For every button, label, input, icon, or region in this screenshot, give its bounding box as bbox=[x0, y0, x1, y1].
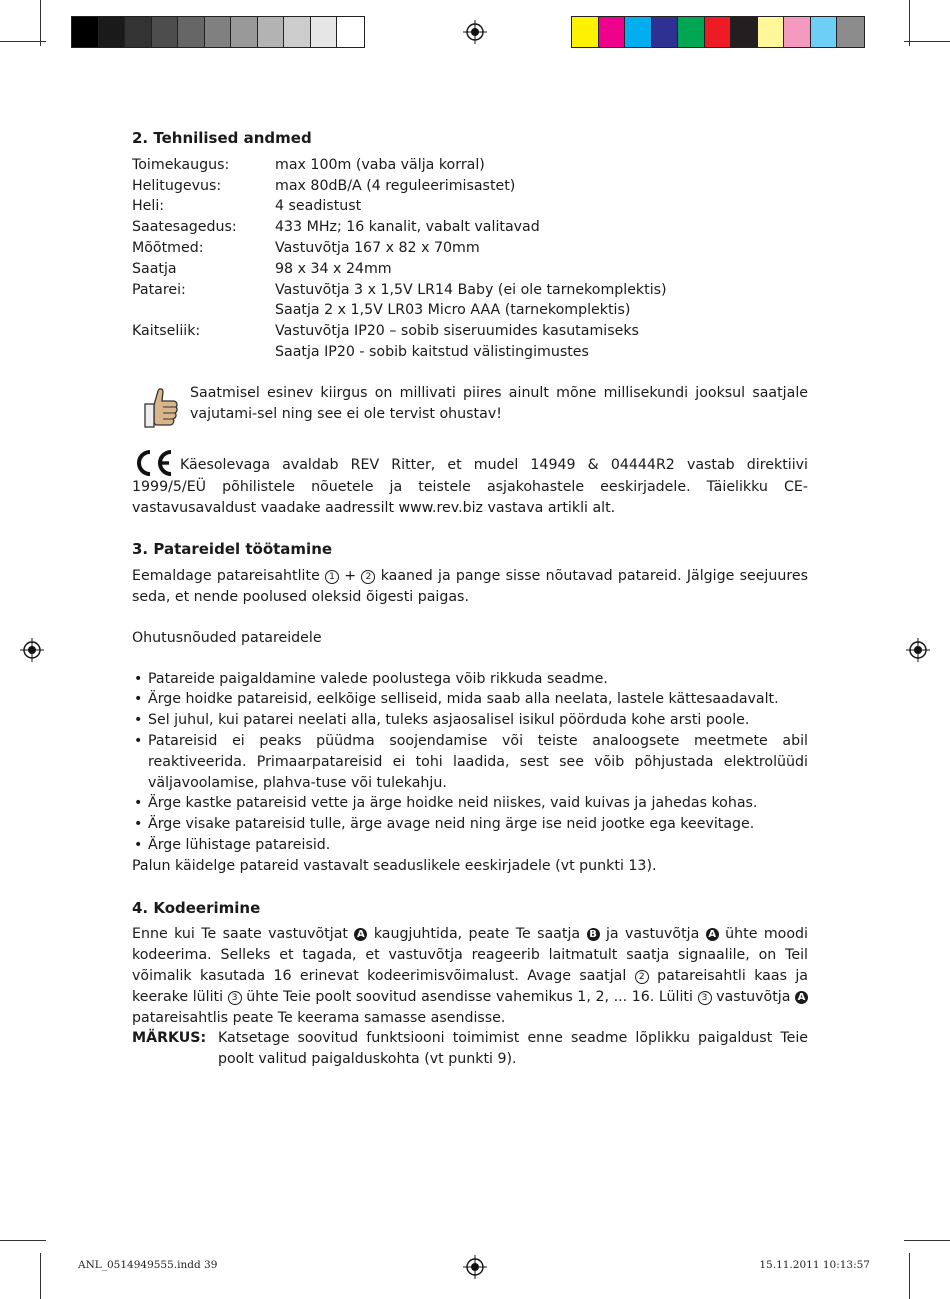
spec-value: Vastuvõtja 3 x 1,5V LR14 Baby (ei ole tarnekomplektis) bbox=[275, 281, 667, 298]
battery-safety-list bbox=[132, 669, 808, 856]
label-a-badge: A bbox=[795, 991, 808, 1004]
list-item: • Ärge lühistage patareisid. bbox=[132, 835, 808, 856]
registration-mark-icon bbox=[463, 1255, 487, 1279]
list-item: • Sel juhul, kui patarei neelati alla, tuleks asjaosalisel isikul pöörduda kohe arsti poole. bbox=[132, 710, 808, 731]
text-span: kaaned ja pange sisse nõutavad patareid. Jälgige seejuures seda, et nende poolused oleksid õigesti paigas. bbox=[132, 568, 808, 605]
spec-row bbox=[132, 217, 808, 238]
spec-key: Saatesagedus: bbox=[132, 219, 237, 236]
crop-mark bbox=[904, 1240, 950, 1241]
color-swatch bbox=[599, 17, 626, 47]
spec-row bbox=[132, 259, 808, 280]
color-swatch bbox=[811, 17, 838, 47]
note-label: MÄRKUS: bbox=[132, 1030, 207, 1047]
number-2-badge: 2 bbox=[635, 970, 649, 984]
color-swatch bbox=[152, 17, 179, 47]
spec-row bbox=[132, 321, 808, 342]
label-a-badge: A bbox=[706, 928, 719, 941]
text-span: kaugjuhtida, peate Te saatja bbox=[373, 926, 581, 943]
color-swatch bbox=[231, 17, 258, 47]
list-item: • Patareisid ei peaks püüdma soojendamise või teiste analoogsete meetmete abil reaktiveerida. Primaarpatareisid ei tohi laadida, sest see võib põhjustada elektrolüüdi väljavoolamise, plahva-tuse või tulekahju. bbox=[132, 731, 808, 793]
note-block bbox=[132, 1028, 808, 1070]
spec-value: Saatja 2 x 1,5V LR03 Micro AAA (tarnekomplektis) bbox=[275, 302, 631, 319]
spec-row bbox=[132, 155, 808, 176]
crop-mark bbox=[40, 1253, 41, 1299]
label-a-badge: A bbox=[354, 928, 367, 941]
spec-value: 433 MHz; 16 kanalit, vabalt valitavad bbox=[275, 219, 540, 236]
safety-note bbox=[132, 383, 808, 431]
registration-mark-icon bbox=[906, 638, 930, 662]
crop-mark bbox=[40, 0, 41, 46]
number-1-badge: 1 bbox=[325, 570, 339, 584]
spec-key: Mõõtmed: bbox=[132, 239, 204, 256]
crop-mark bbox=[0, 41, 46, 42]
safety-title: Ohutusnõuded patareidele bbox=[132, 629, 322, 646]
spec-key bbox=[132, 300, 275, 321]
spec-row bbox=[132, 280, 808, 301]
color-swatch bbox=[178, 17, 205, 47]
note-text: Katsetage soovitud funktsiooni toimimist enne seadme lõplikku paigaldust Teie poolt valitud paigalduskohta (vt punkti 9). bbox=[218, 1030, 808, 1068]
footer-timestamp: 15.11.2011 10:13:57 bbox=[759, 1259, 870, 1271]
color-swatch bbox=[625, 17, 652, 47]
spec-key bbox=[132, 342, 275, 363]
spec-row bbox=[132, 238, 808, 259]
section-4-heading: 4. Kodeerimine bbox=[132, 898, 261, 917]
spec-value: Vastuvõtja IP20 – sobib siseruumides kasutamiseks bbox=[275, 323, 639, 340]
section-3-heading: 3. Patareidel töötamine bbox=[132, 540, 333, 559]
number-3-badge: 3 bbox=[228, 991, 242, 1005]
text-span: ühte moodi kodeerima. Selleks et tagada, et vastuvõtja reageerib laitmatult saatja signaalile, on Teil võimalik kasutada 16 erinevat kodeerimisvõimalust. Avage saatjal bbox=[132, 926, 808, 984]
color-swatch bbox=[258, 17, 285, 47]
footer-file-info: ANL_0514949555.indd 39 bbox=[78, 1259, 218, 1271]
spec-row bbox=[132, 342, 808, 363]
spec-value: Saatja IP20 - sobib kaitstud välistingimustes bbox=[275, 343, 589, 360]
text-span: ühte Teie poolt soovitud asendisse vahemikus 1, 2, ... 16. Lüliti bbox=[246, 988, 693, 1005]
list-item: • Ärge hoidke patareisid, eelkõige selliseid, mida saab alla neelata, lastele kättesaadavalt. bbox=[132, 689, 808, 710]
crop-mark bbox=[909, 1253, 910, 1299]
color-swatch bbox=[705, 17, 732, 47]
ce-mark-icon bbox=[132, 449, 174, 477]
text-span: + bbox=[344, 568, 357, 585]
spec-value: Vastuvõtja 167 x 82 x 70mm bbox=[275, 239, 480, 256]
spec-row bbox=[132, 176, 808, 197]
page-content bbox=[132, 128, 808, 1070]
text-span: patareisahtli kaas ja keerake lüliti bbox=[132, 967, 809, 1005]
battery-install-paragraph bbox=[132, 566, 808, 608]
label-b-badge: B bbox=[587, 928, 600, 941]
color-swatch bbox=[652, 17, 679, 47]
color-swatch bbox=[837, 17, 864, 47]
crop-mark bbox=[0, 1240, 46, 1241]
text-span: vastuvõtja bbox=[716, 988, 791, 1005]
color-swatch bbox=[337, 17, 364, 47]
thumbs-up-icon bbox=[140, 385, 180, 431]
registration-mark-icon bbox=[20, 638, 44, 662]
crop-mark bbox=[904, 41, 950, 42]
ce-declaration-text: Käesolevaga avaldab REV Ritter, et mudel 14949 & 04444R2 vastab direktiivi 1999/5/EÜ põhilistele nõuetele ja teistele asjakohastele eeskirjadele. Täielikku CE-vastavusavaldust vaadake aadressilt www.rev.biz vastava artikli alt. bbox=[132, 456, 808, 516]
spec-key: Kaitseliik: bbox=[132, 323, 201, 340]
spec-value: max 100m (vaba välja korral) bbox=[275, 156, 485, 173]
list-item: • Ärge visake patareisid tulle, ärge avage neid ning ärge ise neid jootke ega keevitage. bbox=[132, 814, 808, 835]
color-swatch bbox=[284, 17, 311, 47]
safety-note-text: Saatmisel esinev kiirgus on millivati piires ainult mõne millisekundi jooksul saatjale vajutami-sel ning see ei ole tervist ohustav! bbox=[190, 384, 808, 422]
color-swatch bbox=[731, 17, 758, 47]
spec-value: max 80dB/A (4 reguleerimisastet) bbox=[275, 177, 516, 194]
text-span: ja vastuvõtja bbox=[605, 926, 700, 943]
color-swatch bbox=[311, 17, 338, 47]
color-calibration-bar bbox=[571, 16, 865, 48]
spec-key: Saatja bbox=[132, 260, 177, 277]
text-span: patareisahtlis peate Te keerama samasse asendisse. bbox=[132, 1009, 506, 1026]
coding-paragraph bbox=[132, 924, 808, 1028]
text-span: Enne kui Te saate vastuvõtjat bbox=[132, 926, 348, 943]
spec-row bbox=[132, 196, 808, 217]
color-swatch bbox=[72, 17, 99, 47]
color-swatch bbox=[784, 17, 811, 47]
specs-table bbox=[132, 155, 808, 363]
spec-key: Heli: bbox=[132, 198, 165, 215]
crop-mark bbox=[909, 0, 910, 46]
list-item: • Patareide paigaldamine valede poolustega võib rikkuda seadme. bbox=[132, 669, 808, 690]
spec-key: Toimekaugus: bbox=[132, 156, 230, 173]
spec-key: Patarei: bbox=[132, 281, 186, 298]
color-swatch bbox=[99, 17, 126, 47]
ce-declaration bbox=[132, 449, 808, 519]
text-span: Eemaldage patareisahtlite bbox=[132, 568, 320, 585]
color-swatch bbox=[125, 17, 152, 47]
color-swatch bbox=[572, 17, 599, 47]
spec-value: 4 seadistust bbox=[275, 198, 362, 215]
grayscale-calibration-bar bbox=[71, 16, 365, 48]
spec-key: Helitugevus: bbox=[132, 177, 222, 194]
number-3-badge: 3 bbox=[698, 991, 712, 1005]
section-2-heading: 2. Tehnilised andmed bbox=[132, 129, 312, 147]
spec-value: 98 x 34 x 24mm bbox=[275, 260, 392, 277]
disposal-note: Palun käidelge patareid vastavalt seaduslikele eeskirjadele (vt punkti 13). bbox=[132, 857, 657, 874]
color-swatch bbox=[678, 17, 705, 47]
color-swatch bbox=[758, 17, 785, 47]
registration-mark-icon bbox=[463, 20, 487, 44]
spec-row bbox=[132, 300, 808, 321]
color-swatch bbox=[205, 17, 232, 47]
number-2-badge: 2 bbox=[361, 570, 375, 584]
list-item: • Ärge kastke patareisid vette ja ärge hoidke neid niiskes, vaid kuivas ja jahedas kohas. bbox=[132, 793, 808, 814]
